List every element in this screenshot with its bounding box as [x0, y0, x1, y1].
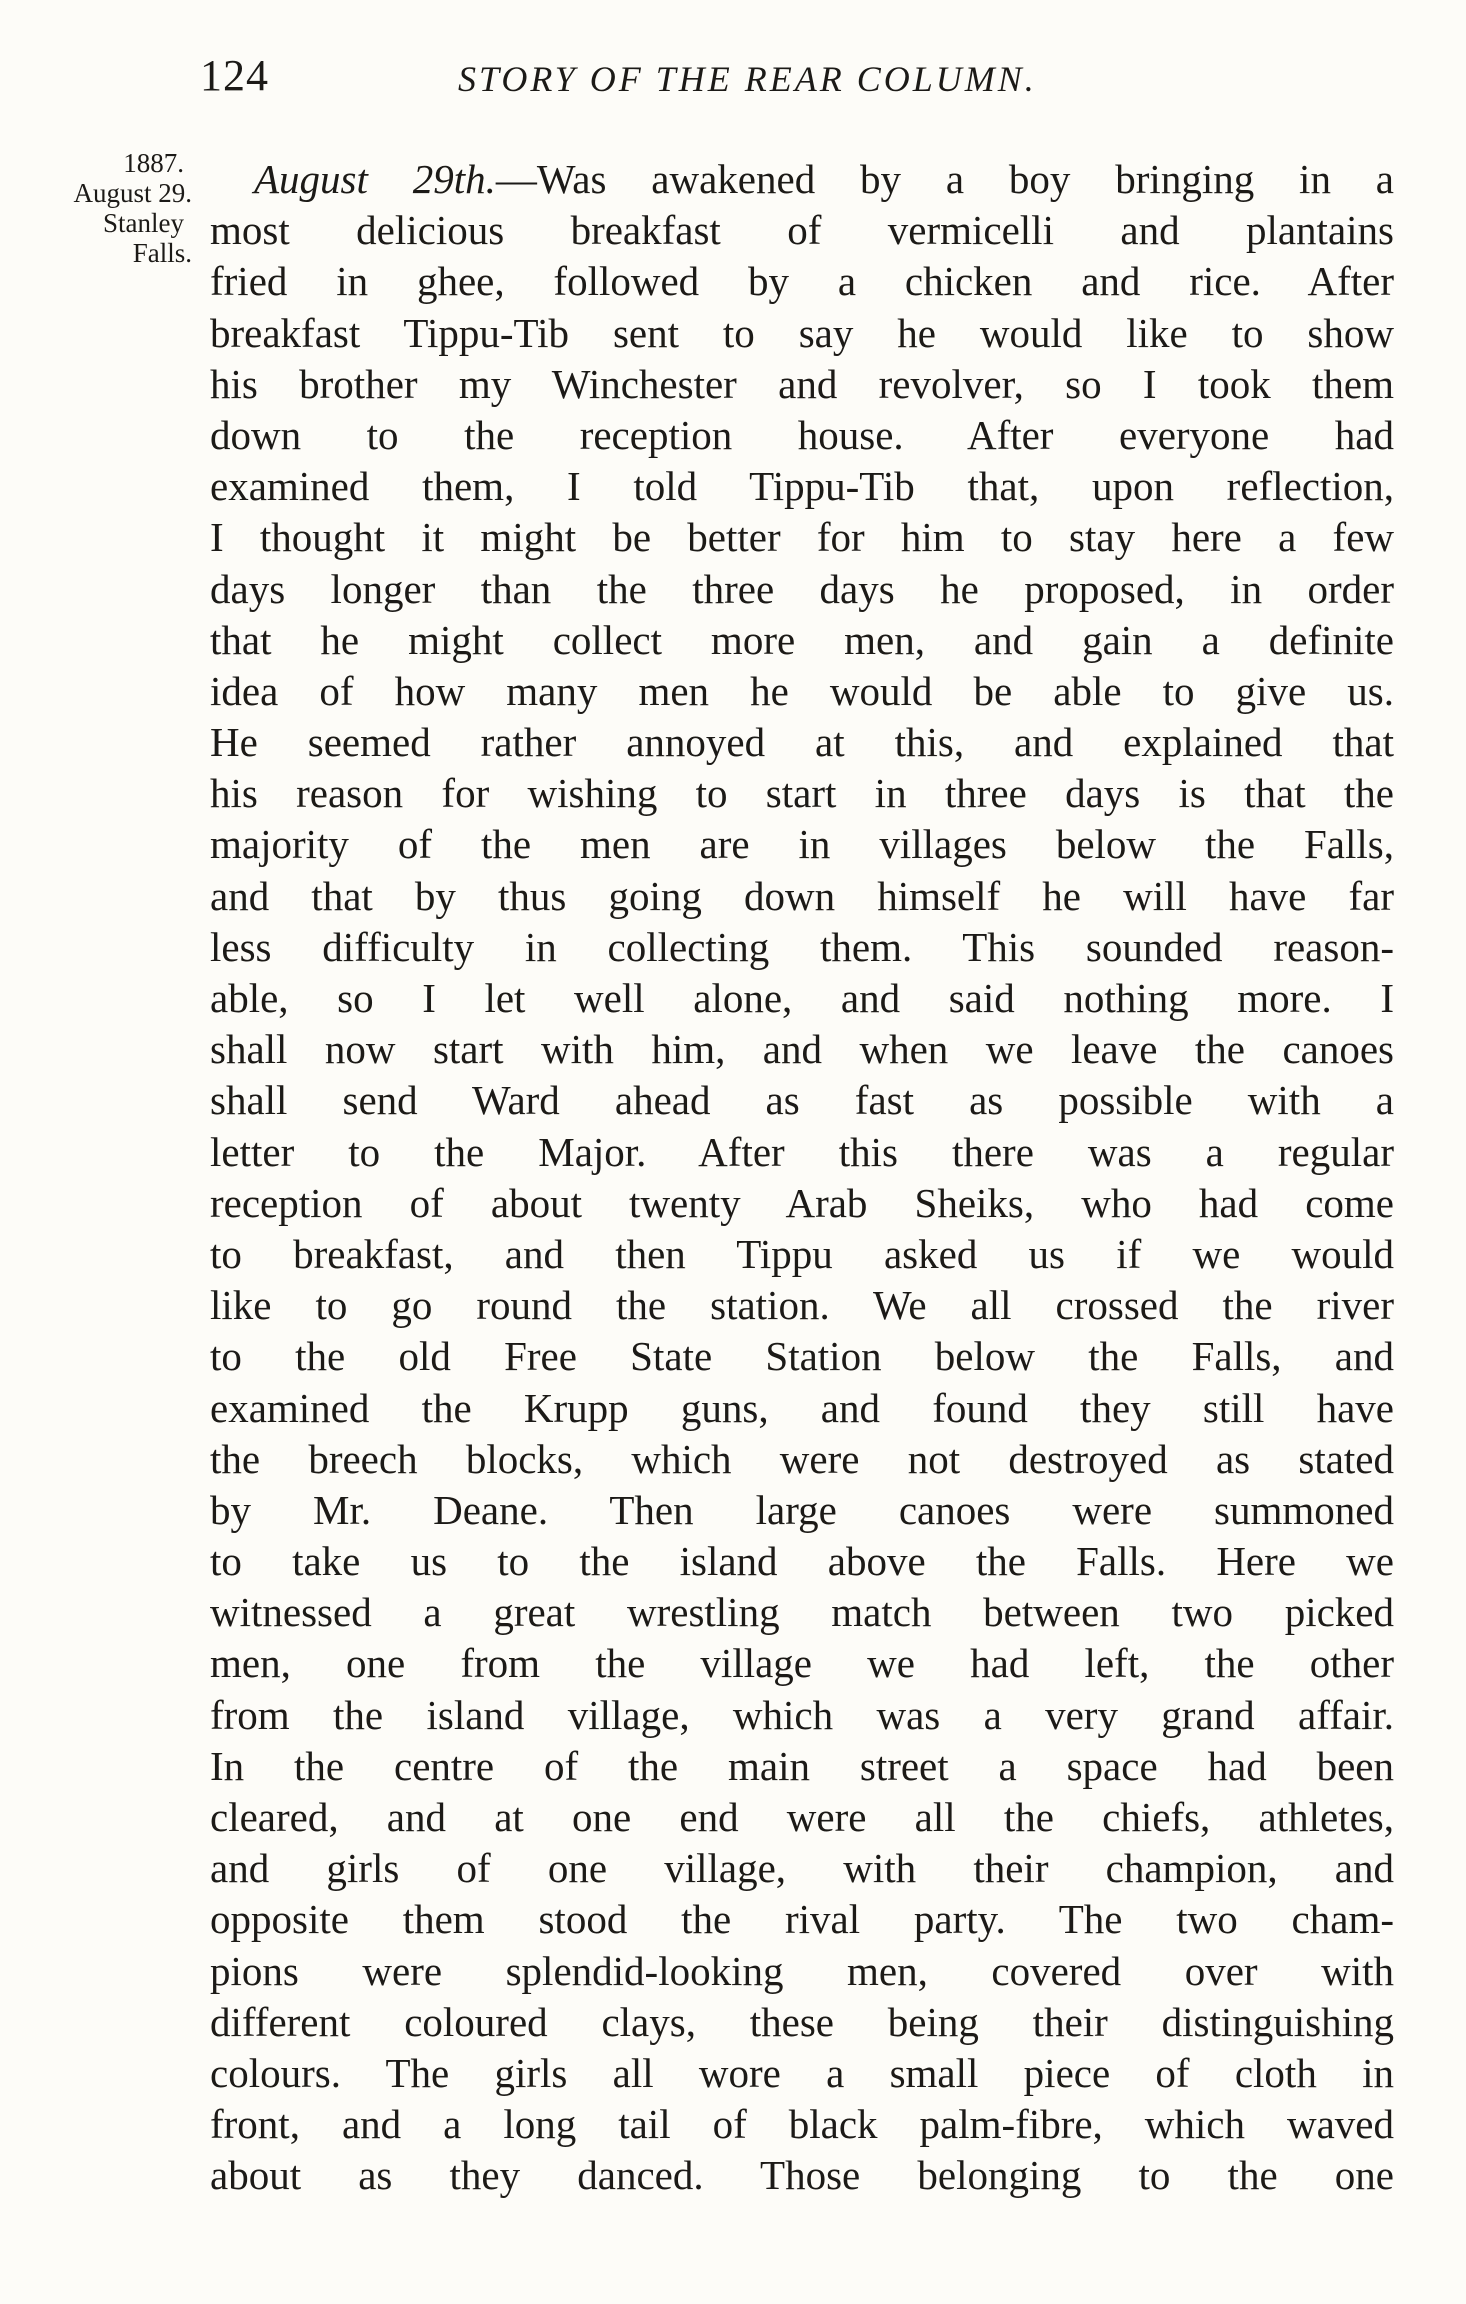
- text-line: able, so I let well alone, and said nothing more. I: [210, 975, 1394, 1021]
- text-line: by Mr. Deane. Then large canoes were summoned: [210, 1486, 1394, 1533]
- text-line: days longer than the three days he proposed, in order: [210, 565, 1394, 612]
- text-line: pions were splendid-looking men, covered over with: [210, 1947, 1394, 1994]
- running-title: STORY OF THE REAR COLUMN.: [458, 59, 1037, 99]
- text-line: majority of the men are in villages below the Falls,: [210, 821, 1394, 868]
- text-line: from the island village, which was a very grand affair.: [210, 1691, 1394, 1738]
- text-line: In the centre of the main street a space had been: [210, 1742, 1394, 1789]
- text-line: different coloured clays, these being their distinguishing: [210, 1998, 1394, 2045]
- text-line: shall send Ward ahead as fast as possible with a: [210, 1077, 1394, 1124]
- text-line: his brother my Winchester and revolver, so I took them: [210, 360, 1394, 407]
- text-line: and that by thus going down himself he will have far: [210, 872, 1394, 919]
- text-line: [210, 154, 1394, 205]
- entry-date: August 29th.: [254, 156, 496, 202]
- text-line: examined them, I told Tippu-Tib that, upon reflection,: [210, 463, 1394, 510]
- margin-note-date: August 29.: [73, 178, 192, 208]
- text-line: most delicious breakfast of vermicelli and plantains: [210, 207, 1394, 254]
- text-line: the breech blocks, which were not destroyed as stated: [210, 1435, 1394, 1482]
- text-line: witnessed a great wrestling match between two picked: [210, 1589, 1394, 1636]
- margin-note-year: 1887.: [123, 148, 184, 178]
- diary-entry-text: [210, 154, 1394, 2202]
- text-line: opposite them stood the rival party. The two cham-: [210, 1896, 1394, 1943]
- text-line: like to go round the station. We all crossed the river: [210, 1282, 1394, 1329]
- text-line: letter to the Major. After this there was a regular: [210, 1128, 1394, 1175]
- page-number: 124: [200, 51, 269, 100]
- text-line: colours. The girls all wore a small piece of cloth in: [210, 2049, 1394, 2096]
- text-line-content: —Was awakened by a boy bringing in a: [495, 156, 1394, 202]
- text-line: front, and a long tail of black palm-fibre, which waved: [210, 2101, 1394, 2148]
- margin-notes: [22, 148, 192, 268]
- margin-note-place-cont: Falls.: [132, 238, 192, 268]
- text-line: I thought it might be better for him to stay here a few: [210, 514, 1394, 561]
- text-line: to breakfast, and then Tippu asked us if we would: [210, 1230, 1394, 1277]
- text-line: less difficulty in collecting them. This sounded reason-: [210, 923, 1394, 970]
- text-line: down to the reception house. After everyone had: [210, 411, 1394, 458]
- text-line: cleared, and at one end were all the chiefs, athletes,: [210, 1794, 1394, 1840]
- text-line: to take us to the island above the Falls. Here we: [210, 1538, 1394, 1585]
- text-line: that he might collect more men, and gain a definite: [210, 616, 1394, 663]
- text-line: examined the Krupp guns, and found they still have: [210, 1384, 1394, 1431]
- text-line: about as they danced. Those belonging to the one: [210, 2152, 1394, 2199]
- margin-note-place: Stanley: [103, 208, 184, 238]
- running-head: [200, 50, 1400, 110]
- text-line: to the old Free State Station below the Falls, and: [210, 1333, 1394, 1380]
- text-line: and girls of one village, with their champion, and: [210, 1845, 1394, 1892]
- text-line: men, one from the village we had left, the other: [210, 1640, 1394, 1687]
- text-line: idea of how many men he would be able to give us.: [210, 667, 1394, 714]
- text-line: fried in ghee, followed by a chicken and rice. After: [210, 258, 1394, 305]
- text-line: reception of about twenty Arab Sheiks, who had come: [210, 1179, 1394, 1226]
- text-line: He seemed rather annoyed at this, and explained that: [210, 719, 1394, 766]
- text-line: breakfast Tippu-Tib sent to say he would like to show: [210, 309, 1394, 356]
- text-line: shall now start with him, and when we leave the canoes: [210, 1026, 1394, 1073]
- text-line: his reason for wishing to start in three days is that the: [210, 770, 1394, 817]
